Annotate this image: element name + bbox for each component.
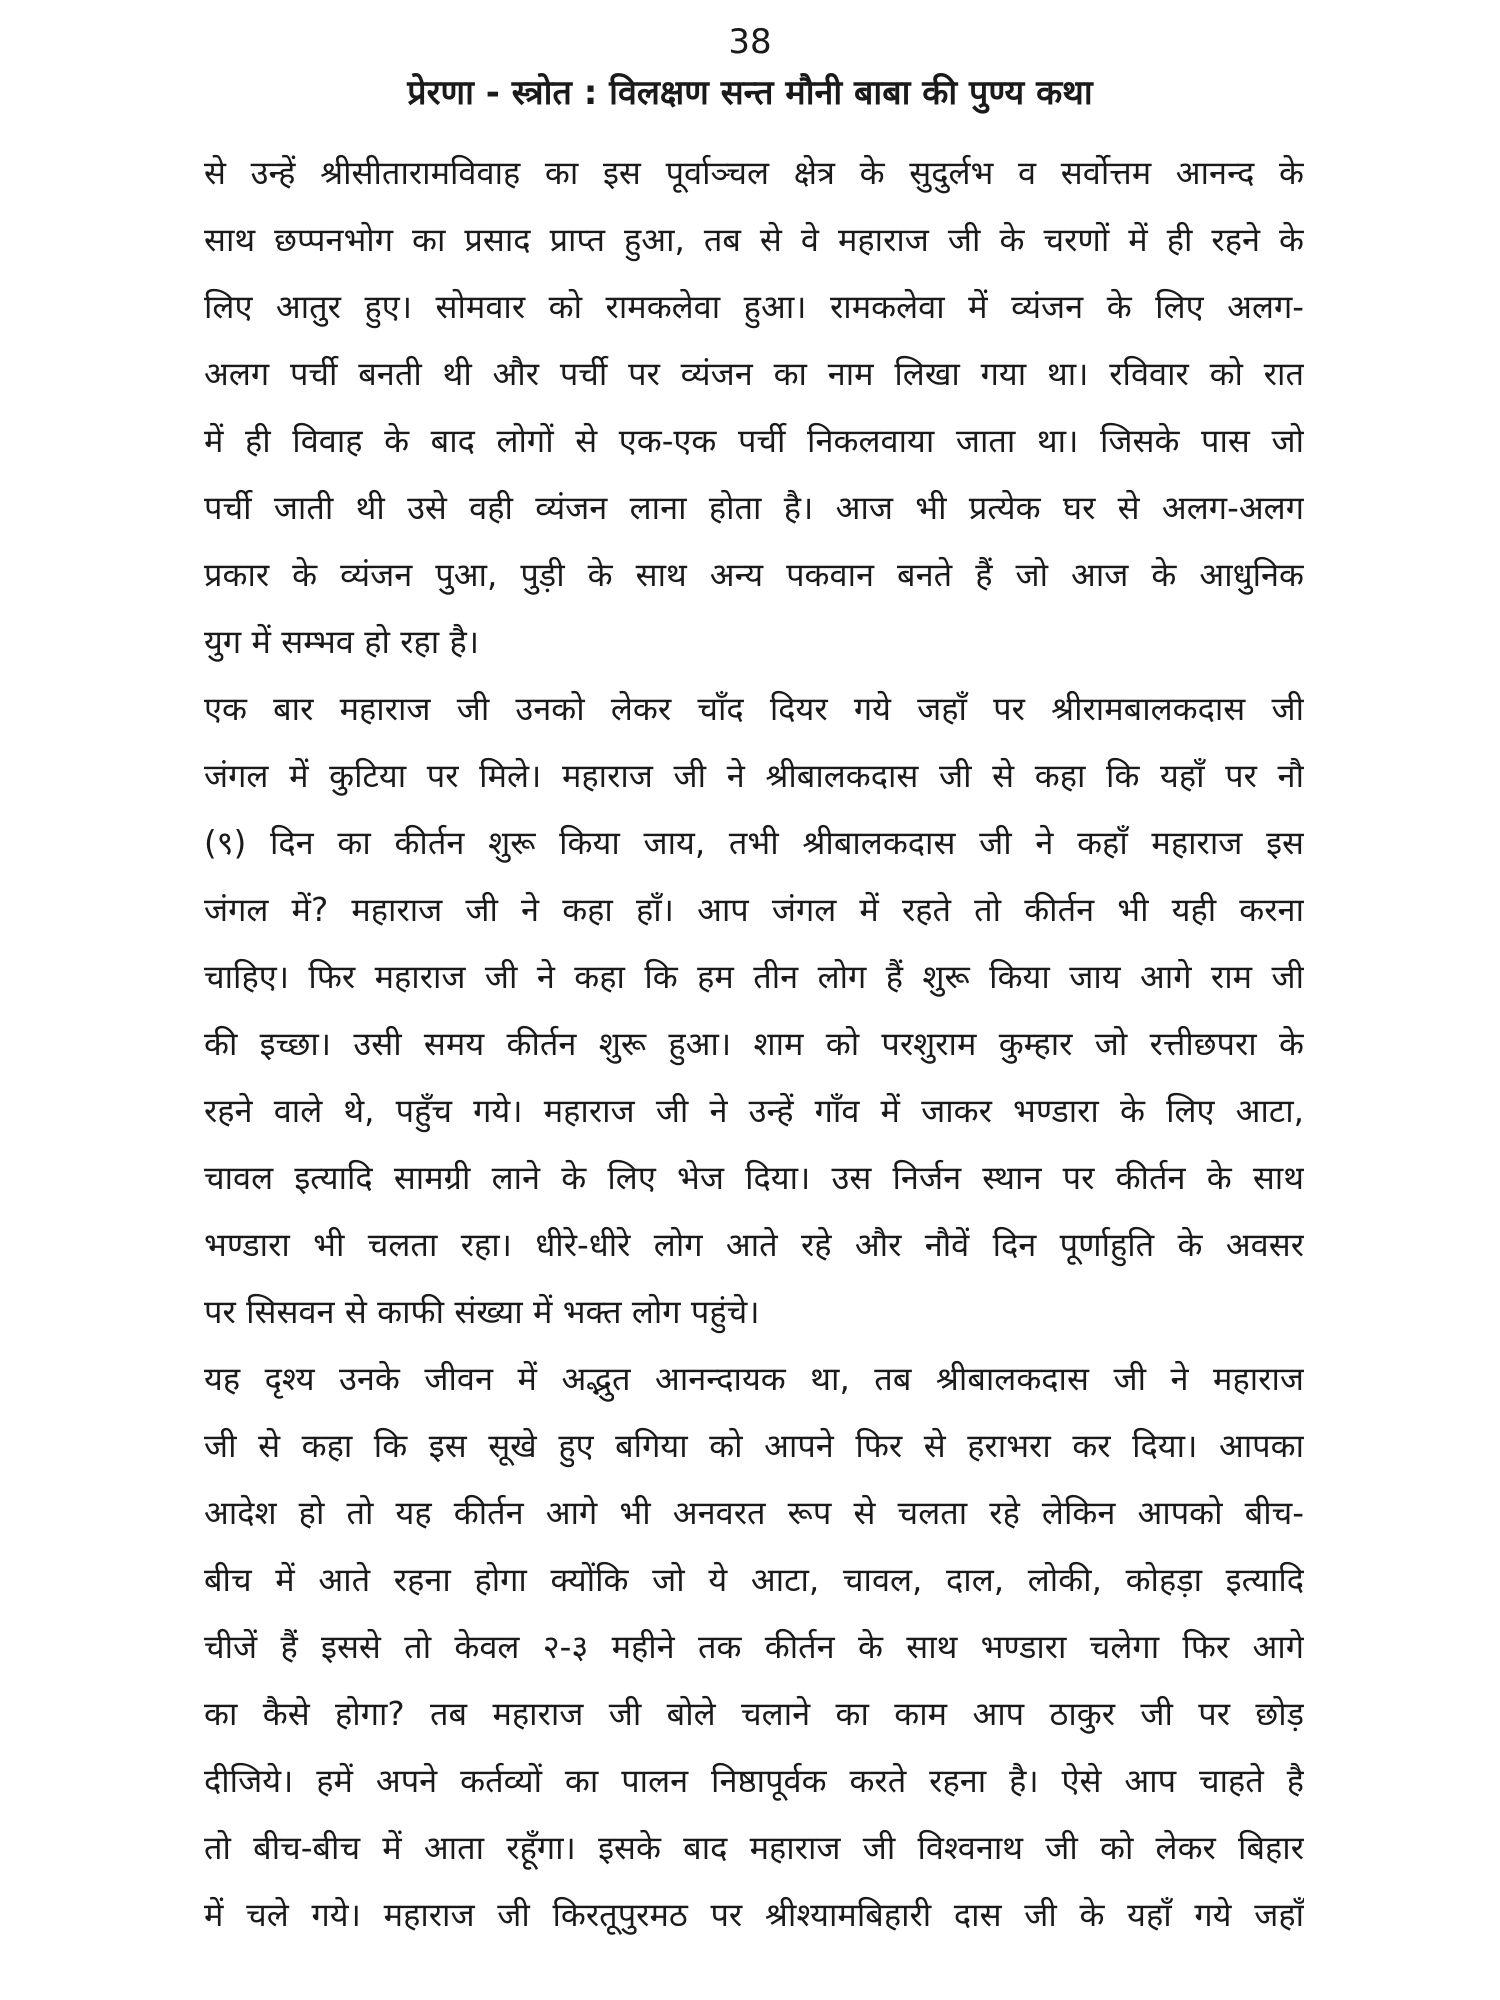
text-line: दीजिये। हमें अपने कर्तव्यों का पालन निष्ठापूर्वक करते रहना है। ऐसे आप चाहते है [204, 1762, 1304, 1800]
text-line: युग में सम्भव हो रहा है। [204, 623, 480, 661]
text-line: की इच्छा। उसी समय कीर्तन शुरू हुआ। शाम को परशुराम कुम्हार जो रत्तीछपरा के [204, 1025, 1304, 1063]
text-line: पर्ची जाती थी उसे वही व्यंजन लाना होता है। आज भी प्रत्येक घर से अलग-अलग [204, 489, 1304, 527]
text-line: बीच में आते रहना होगा क्योंकि जो ये आटा, चावल, दाल, लोकी, कोहड़ा इत्यादि [204, 1561, 1304, 1599]
text-line: एक बार महाराज जी उनको लेकर चाँद दियर गये जहाँ पर श्रीरामबालकदास जी [204, 690, 1304, 728]
text-line: चीजें हैं इससे तो केवल २-३ महीने तक कीर्तन के साथ भण्डारा चलेगा फिर आगे [204, 1628, 1304, 1666]
text-line: तो बीच-बीच में आता रहूँगा। इसके बाद महाराज जी विश्वनाथ जी को लेकर बिहार [204, 1829, 1304, 1867]
text-line: प्रकार के व्यंजन पुआ, पुड़ी के साथ अन्य पकवान बनते हैं जो आज के आधुनिक [204, 556, 1304, 594]
text-line: से उन्हें श्रीसीतारामविवाह का इस पूर्वाञ्चल क्षेत्र के सुदुर्लभ व सर्वोत्तम आनन्द के [204, 154, 1304, 192]
text-line: आदेश हो तो यह कीर्तन आगे भी अनवरत रूप से चलता रहे लेकिन आपको बीच- [204, 1494, 1304, 1532]
text-line: भण्डारा भी चलता रहा। धीरे-धीरे लोग आते रहे और नौवें दिन पूर्णाहुति के अवसर [204, 1226, 1304, 1264]
text-line: जंगल में? महाराज जी ने कहा हाँ। आप जंगल में रहते तो कीर्तन भी यही करना [204, 891, 1304, 929]
text-line: जंगल में कुटिया पर मिले। महाराज जी ने श्रीबालकदास जी से कहा कि यहाँ पर नौ [204, 757, 1304, 795]
text-line: चाहिए। फिर महाराज जी ने कहा कि हम तीन लोग हैं शुरू किया जाय आगे राम जी [204, 958, 1304, 996]
text-line: साथ छप्पनभोग का प्रसाद प्राप्त हुआ, तब से वे महाराज जी के चरणों में ही रहने के [204, 221, 1304, 259]
text-line: चावल इत्यादि सामग्री लाने के लिए भेज दिया। उस निर्जन स्थान पर कीर्तन के साथ [204, 1159, 1304, 1197]
page-number: 38 [728, 22, 772, 62]
text-line: यह दृश्य उनके जीवन में अद्भुत आनन्दायक था, तब श्रीबालकदास जी ने महाराज [204, 1360, 1304, 1398]
text-line: जी से कहा कि इस सूखे हुए बगिया को आपने फिर से हराभरा कर दिया। आपका [204, 1427, 1304, 1465]
text-line: में चले गये। महाराज जी किरतूपुरमठ पर श्रीश्यामबिहारी दास जी के यहाँ गये जहाँ [204, 1896, 1304, 1934]
chapter-title: प्रेरणा - स्त्रोत : विलक्षण सन्त मौनी बाबा की पुण्य कथा [407, 73, 1093, 113]
text-line: (९) दिन का कीर्तन शुरू किया जाय, तभी श्रीबालकदास जी ने कहाँ महाराज इस [204, 824, 1304, 862]
body-text [204, 140, 1304, 1949]
text-line: पर सिसवन से काफी संख्या में भक्त लोग पहुंचे। [204, 1293, 760, 1331]
text-line: रहने वाले थे, पहुँच गये। महाराज जी ने उन्हें गाँव में जाकर भण्डारा के लिए आटा, [204, 1092, 1304, 1130]
text-line: में ही विवाह के बाद लोगों से एक-एक पर्ची निकलवाया जाता था। जिसके पास जो [204, 422, 1304, 460]
text-line: अलग पर्ची बनती थी और पर्ची पर व्यंजन का नाम लिखा गया था। रविवार को रात [204, 355, 1304, 393]
text-line: लिए आतुर हुए। सोमवार को रामकलेवा हुआ। रामकलेवा में व्यंजन के लिए अलग- [204, 288, 1304, 326]
text-line: का कैसे होगा? तब महाराज जी बोले चलाने का काम आप ठाकुर जी पर छोड़ [204, 1695, 1304, 1733]
